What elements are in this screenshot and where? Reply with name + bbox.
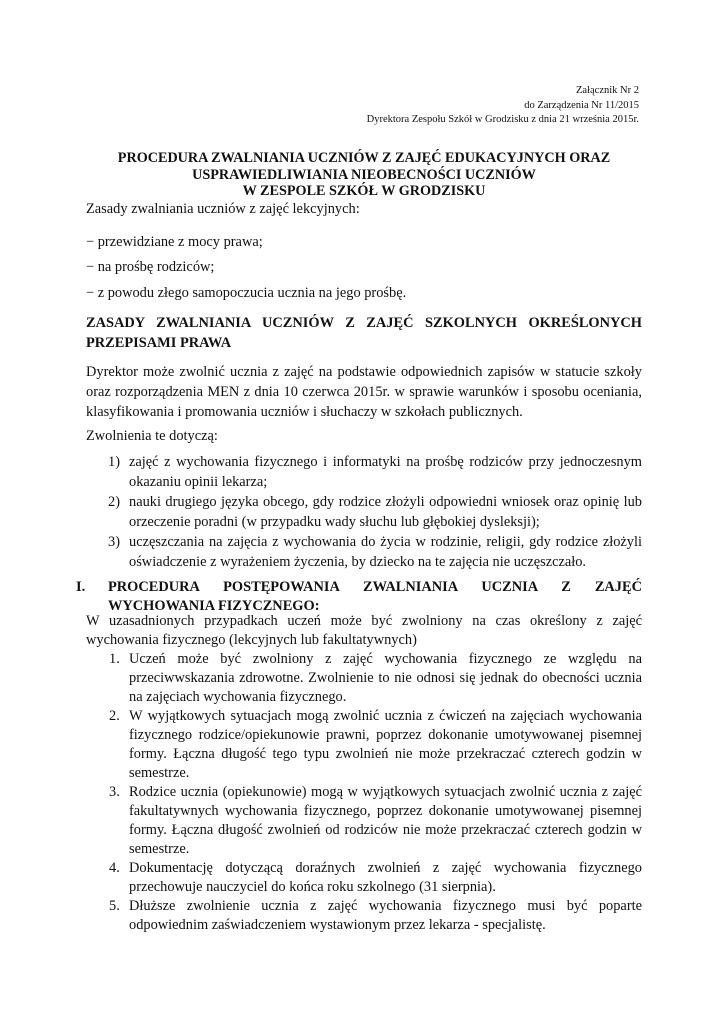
list-item-number: 5. — [109, 898, 120, 914]
section-law-lead: Zwolnienia te dotyczą: — [86, 428, 218, 444]
list-item-text: nauki drugiego języka obcego, gdy rodzice złożyli odpowiedni wniosek oraz opinię lub orzeczenie poradni (w przypadku wady słuchu lub głębokiej dysleksji); — [129, 494, 642, 530]
section-law-paragraph: Dyrektor może zwolnić ucznia z zajęć na podstawie odpowiednich zapisów w statucie szkoły oraz rozporządzenia MEN z dnia 10 czerwca 2015r. w sprawie warunków i sposobu oceniania, klasyfikowania i promowania uczniów i słuchaczy w szkołach publicznych. — [86, 364, 642, 420]
list-item-number: 3) — [108, 534, 120, 550]
section-pe-list — [86, 650, 642, 935]
list-item-text: Rodzice ucznia (opiekunowie) mogą w wyjątkowych sytuacjach zwolnić ucznia z zajęć fakultatywnych wychowania fizycznego, poprzez dokonanie umotywowanej pisemnej formy. Łączna długość zwolnień od rodziców nie może przekraczać czterech godzin w semestrze. — [129, 784, 642, 857]
section-law-heading — [86, 313, 642, 353]
list-item-text: uczęszczania na zajęcia z wychowania do życia w rodzinie, religii, gdy rodzice złożyli oświadczenie z wyrażeniem życzenia, by dziecko na te zajęcia nie uczęszczało. — [129, 534, 642, 570]
section-pe-heading-line-1: PROCEDURA POSTĘPOWANIA ZWALNIANIA UCZNIA Z ZAJĘĆ — [108, 579, 642, 595]
list-item-text: Uczeń może być zwolniony z zajęć wychowania fizycznego ze względu na przeciwwskazania zdrowotne. Zwolnienie to nie odnosi się jednak do obecności ucznia na zajęciach wychowania fizycznego. — [129, 651, 642, 705]
list-item — [86, 707, 642, 783]
section-law-heading-line-1: ZASADY ZWALNIANIA UCZNIÓW Z ZAJĘĆ SZKOLNYCH OKREŚLONYCH — [86, 315, 642, 331]
list-item — [86, 532, 642, 572]
list-item — [86, 452, 642, 492]
list-item-number: 1. — [109, 651, 120, 667]
list-item-number: 1) — [108, 454, 120, 470]
annex-regulation: do Zarządzenia Nr 11/2015 — [524, 99, 639, 111]
section-pe-heading — [76, 578, 642, 616]
section-pe-paragraph: W uzasadnionych przypadkach uczeń może być zwolniony na czas określony z zajęć wychowania fizycznego (lekcyjnych lub fakultatywnych) — [86, 613, 642, 648]
list-item — [86, 492, 642, 532]
list-item-text: Dłuższe zwolnienie ucznia z zajęć wychowania fizycznego musi być poparte odpowiednim zaświadczeniem wystawionym przez lekarza - specjalistę. — [129, 898, 642, 933]
list-item — [86, 783, 642, 859]
annex-number: Załącznik Nr 2 — [576, 85, 639, 96]
section-law-heading-line-2: PRZEPISAMI PRAWA — [86, 335, 232, 351]
section-pe-roman-numeral: I. — [76, 579, 86, 595]
intro-item-3: − z powodu złego samopoczucia ucznia na jego prośbę. — [86, 285, 407, 301]
intro-item-2: − na prośbę rodziców; — [86, 259, 215, 275]
title-line-3: W ZESPOLE SZKÓŁ W GRODZISKU — [242, 183, 486, 199]
list-item-number: 2) — [108, 494, 120, 510]
intro-item-1: − przewidziane z mocy prawa; — [86, 234, 263, 250]
list-item-text: zajęć z wychowania fizycznego i informatyki na prośbę rodziców przy jednoczesnym okazaniu opinii lekarza; — [129, 454, 642, 490]
list-item — [86, 897, 642, 935]
section-law-list — [86, 452, 642, 572]
list-item-number: 3. — [109, 784, 120, 800]
list-item-text: W wyjątkowych sytuacjach mogą zwolnić ucznia z ćwiczeń na zajęciach wychowania fizycznego rodzice/opiekunowie prawni, poprzez dokonanie umotywowanej pisemnej formy. Łączna długość tego typu zwolnień nie może przekraczać czterech godzin w semestrze. — [129, 708, 642, 781]
list-item-number: 4. — [109, 860, 120, 876]
list-item — [86, 650, 642, 707]
list-item-text: Dokumentację dotyczącą doraźnych zwolnień z zajęć wychowania fizycznego przechowuje nauczyciel do końca roku szkolnego (31 sierpnia). — [129, 860, 642, 895]
intro-lead: Zasady zwalniania uczniów z zajęć lekcyjnych: — [86, 201, 360, 217]
section-pe-heading-line-2: WYCHOWANIA FIZYCZNEGO: — [108, 598, 320, 614]
list-item — [86, 859, 642, 897]
annex-header — [367, 84, 639, 128]
title-line-1: PROCEDURA ZWALNIANIA UCZNIÓW Z ZAJĘĆ EDUKACYJNYCH ORAZ — [117, 150, 611, 166]
document-title — [84, 150, 644, 200]
annex-director: Dyrektora Zespołu Szkół w Grodzisku z dnia 21 września 2015r. — [366, 114, 639, 125]
list-item-number: 2. — [109, 708, 120, 724]
title-line-2: USPRAWIEDLIWIANIA NIEOBECNOŚCI UCZNIÓW — [192, 166, 536, 183]
